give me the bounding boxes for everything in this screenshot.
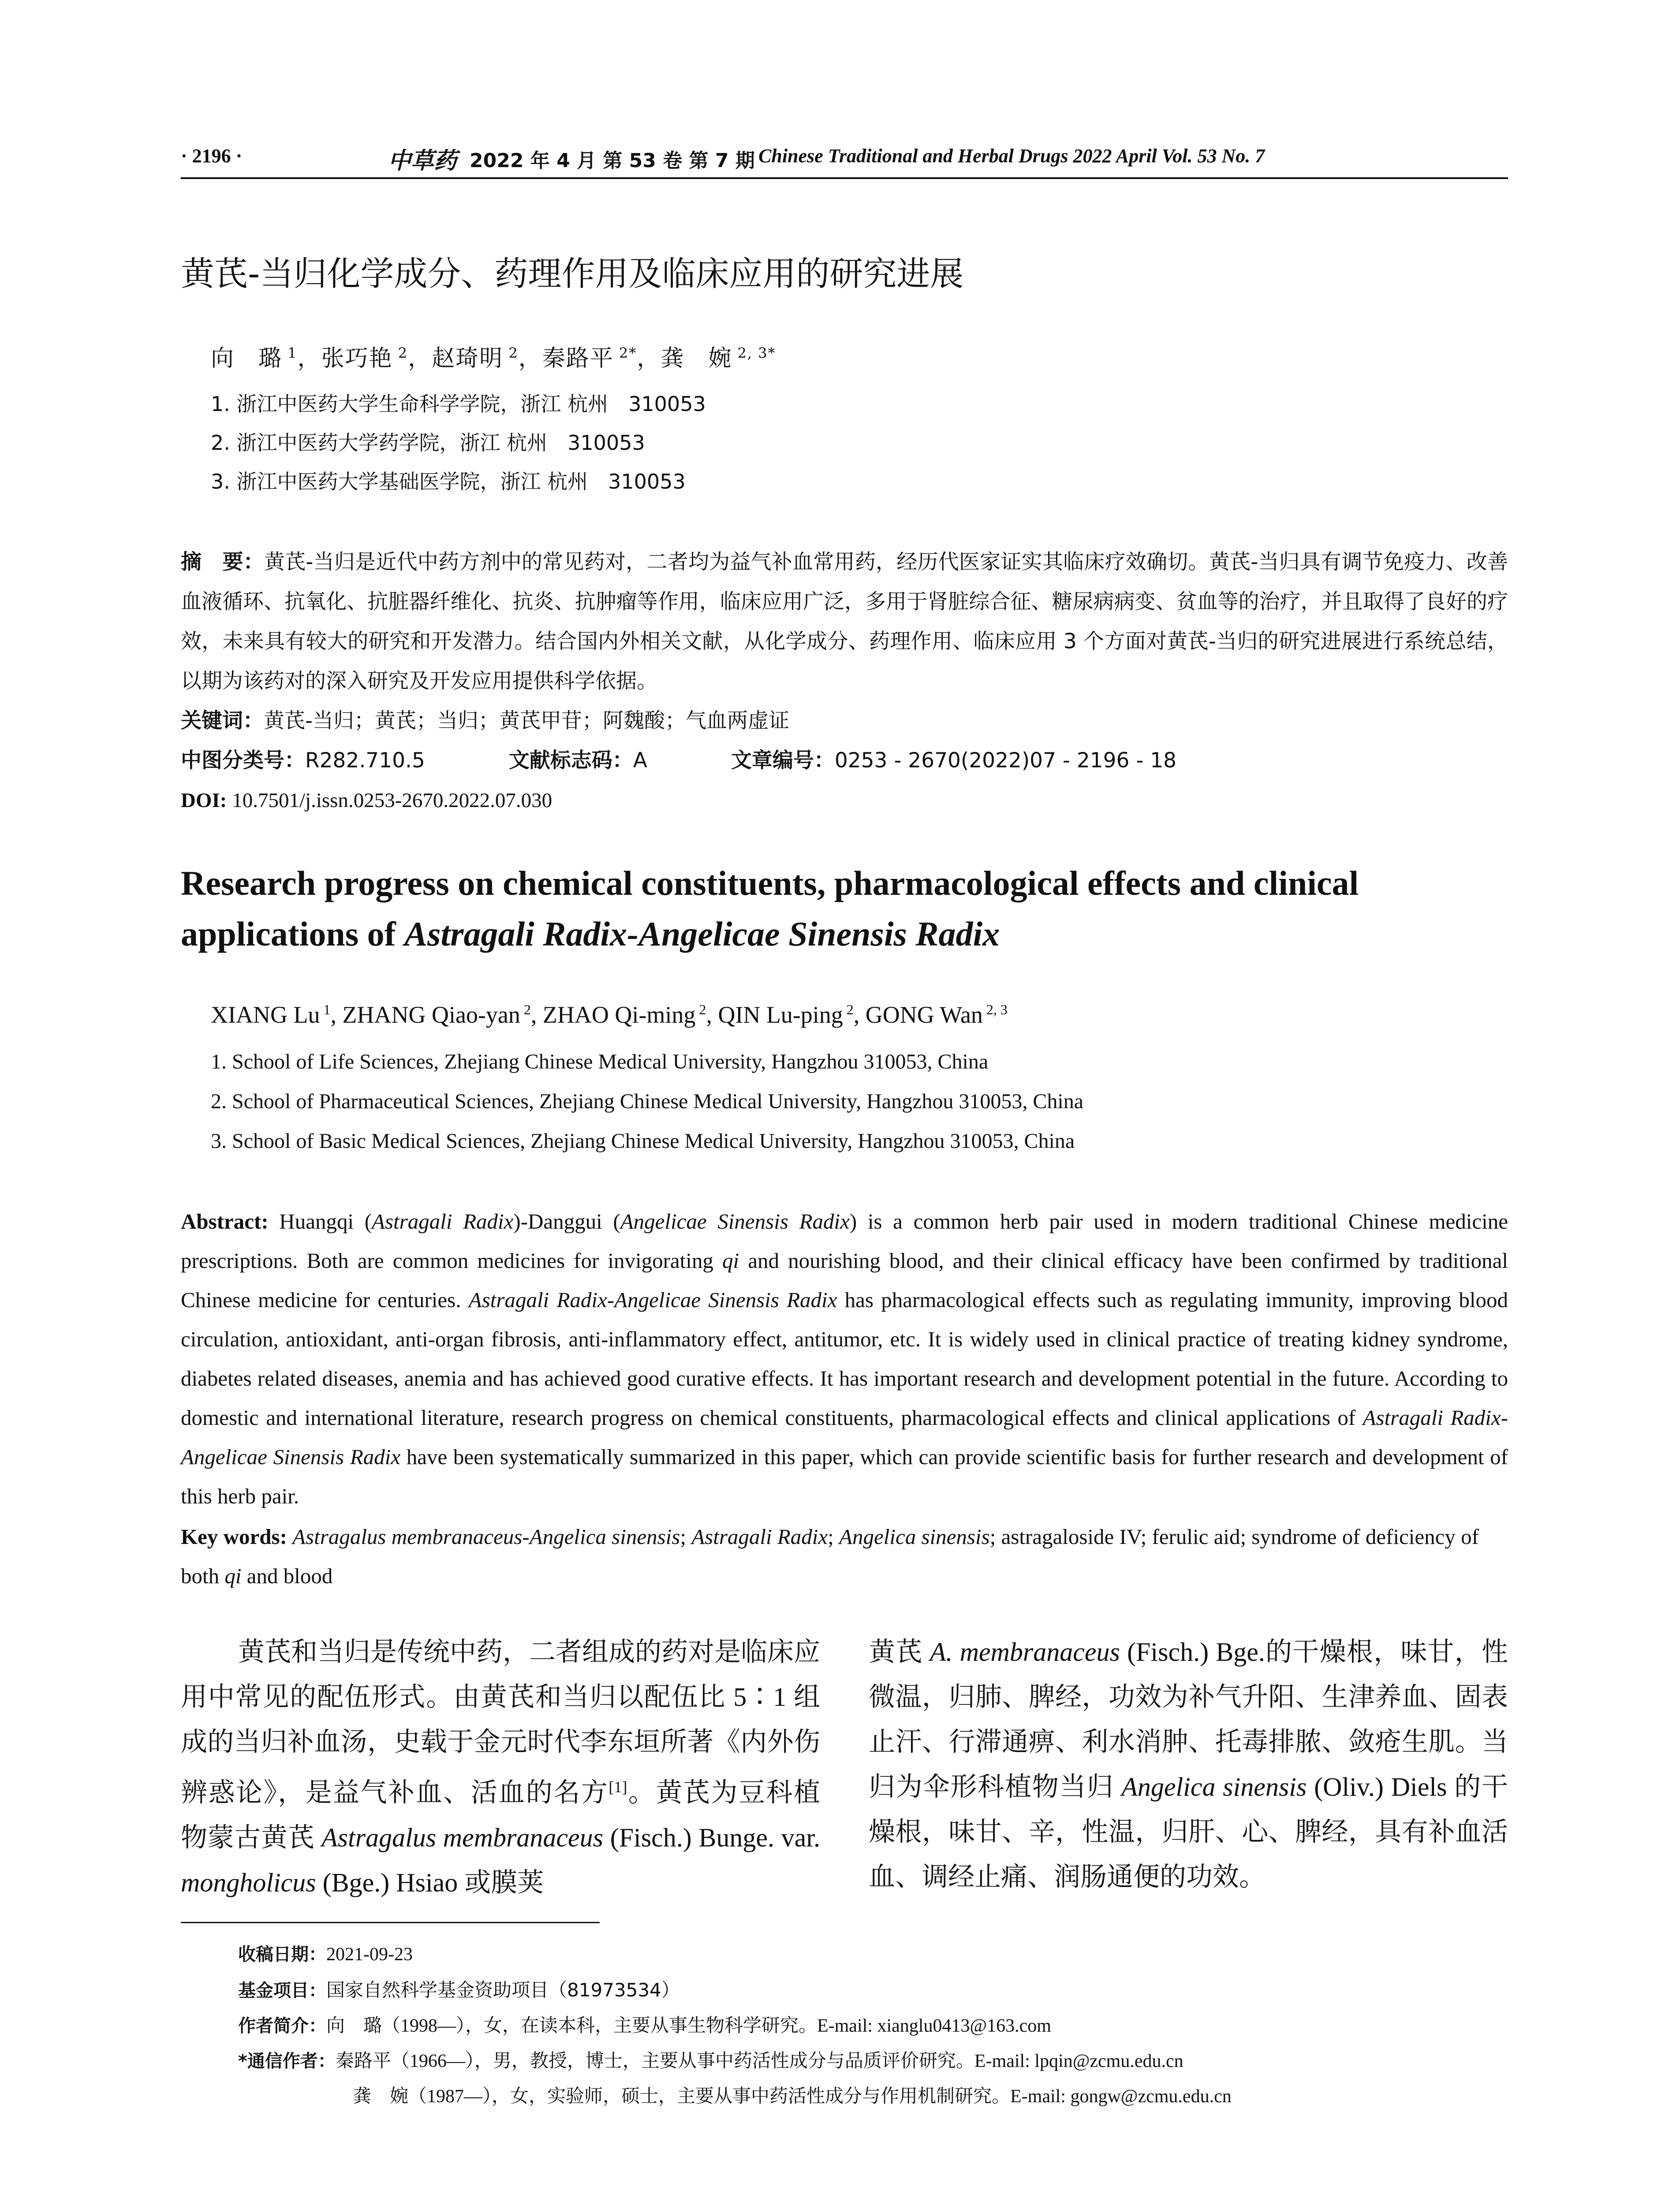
abstract-en-segment: Angelicae Sinensis Radix (620, 1209, 850, 1233)
abstract-en-segment: ) is a common herb pair used in modern traditional Chinese medicine prescriptions. Both are common medicines for invigorating (181, 1209, 1508, 1273)
author-cn-name: 龚 婉 (661, 345, 732, 372)
abstract-en-segment: qi (722, 1248, 739, 1273)
author-cn-affil-mark: 1 (282, 344, 298, 362)
abstract-en-segment: and nourishing blood, and their clinical efficacy have been confirmed by traditional Chinese medicine for centuries. (181, 1248, 1508, 1312)
body-left-segment: (Fisch.) Bunge. var. (603, 1823, 820, 1852)
keywords-en-text (181, 1525, 1479, 1588)
funding: 基金项目：国家自然科学基金资助项目（81973534） (238, 1979, 680, 2001)
journal-name-cn: 中草药 (388, 148, 457, 174)
doccode-label: 文献标志码： (508, 748, 633, 773)
keywords-en-segment: and blood (241, 1564, 333, 1588)
affiliation-en-3: 3. School of Basic Medical Sciences, Zhejiang Chinese Medical University, Hangzhou 310053, China (211, 1129, 1075, 1153)
abstract-en-segment: has pharmacological effects such as regulating immunity, improving blood circulation, antioxidant, anti-organ fibrosis, anti-inflammatory effect, antitumor, etc. It is widely used in clinical practice of treating kidney syndrome, diabetes related diseases, anemia and has achieved good curative effects. It has important research and development potential in the future. According to domestic and international literature, research progress on chemical constituents, pharmacological effects and clinical applications of (181, 1288, 1508, 1430)
issue-date-cn: 2022 年 4 月 第 53 卷 第 7 期 (470, 149, 755, 172)
body-column-right (869, 1629, 1508, 1899)
abstract-en-segment: Astragali Radix-Angelicae Sinensis Radix (468, 1288, 837, 1312)
body-column-left (181, 1629, 820, 1905)
author-cn-name: 张巧艳 (321, 345, 393, 372)
journal-name-en: Chinese Traditional and Herbal Drugs 2022 April Vol. 53 No. 7 (758, 145, 1265, 167)
affiliation-cn-3: 3. 浙江中医药大学基础医学院，浙江 杭州 310053 (211, 470, 686, 493)
affiliation-cn-1: 1. 浙江中医药大学生命科学学院，浙江 杭州 310053 (211, 392, 706, 416)
received-date: 收稿日期：2021-09-23 (238, 1944, 413, 1965)
body-right-segment: 黄芪 (869, 1637, 930, 1667)
author-cn-affil-mark: 2* (613, 344, 637, 362)
author-cn-name: 秦路平 (542, 345, 614, 372)
authors-en: XIANG Lu $^1$, ZHANG Qiao-yan $^2$, ZHAO Qi-ming $^2$, QIN Lu-ping $^2$, GONG Wan $^{2, 3}$ (211, 1002, 1008, 1028)
abstract-cn-text: 黄芪-当归是近代中药方剂中的常见药对，二者均为益气补血常用药，经历代医家证实其临床疗效确切。黄芪-当归具有调节免疫力、改善血液循环、抗氧化、抗脏器纤维化、抗炎、抗肿瘤等作用，临床应用广泛，多用于肾脏综合征、糖尿病病变、贫血等的治疗，并且取得了良好的疗效，未来具有较大的研究和开发潜力。结合国内外相关文献，从化学成分、药理作用、临床应用 3 个方面对黄芪-当归的研究进展进行系统总结，以期为该药对的深入研究及开发应用提供科学依据。 (181, 550, 1508, 693)
body-right-segment: A. membranaceus (930, 1637, 1120, 1667)
article-number-value: 0253 - 2670(2022)07 - 2196 - 18 (834, 748, 1177, 773)
keywords-en-segment: Astragalus membranaceus-Angelica sinensis (292, 1525, 680, 1549)
running-header (181, 142, 1508, 177)
corresponding-author-2: 龚 婉（1987—），女，实验师，硕士，主要从事中药活性成分与作用机制研究。E-mail: gongw@zcmu.edu.cn (353, 2086, 1232, 2107)
body-right-segment: (Fisch.) Bge.的干燥根，味甘，性微温，归肺、脾经，功效为补气升阳、生津养血、固表止汗、行滞通痹、利水消肿、托毒排脓、敛疮生肌。当归为伞形科植物当归 (869, 1637, 1508, 1801)
keywords-en-segment (287, 1525, 292, 1549)
header-divider (181, 177, 1508, 179)
article-number-label: 文章编号： (731, 748, 835, 773)
author-en-affil-mark: 1 (320, 1002, 331, 1017)
author-en-name: ZHAO Qi-ming (542, 1002, 696, 1028)
abstract-en (181, 1202, 1508, 1516)
author-en-affil-mark: 2 (520, 1002, 531, 1017)
doi-value: 10.7501/j.issn.0253-2670.2022.07.030 (232, 789, 553, 812)
affiliation-en-2: 2. School of Pharmaceutical Sciences, Zhejiang Chinese Medical University, Hangzhou 310053, China (211, 1090, 1084, 1113)
title-cn: 黄芪-当归化学成分、药理作用及临床应用的研究进展 (181, 254, 964, 293)
affiliation-cn-2: 2. 浙江中医药大学药学院，浙江 杭州 310053 (211, 431, 645, 455)
keywords-cn (181, 701, 1508, 741)
abstract-cn (181, 542, 1508, 701)
body-left-segment: 。黄芪为豆科植物蒙古黄芪 (181, 1778, 821, 1852)
body-right-segment: (Oliv.) Diels 的干燥根，味甘、辛，性温，归肝、心、脾经，具有补血活血、调经止痛、润肠通便的功效。 (869, 1772, 1508, 1891)
author-cn-name: 向 璐 (211, 345, 283, 372)
abstract-en-label: Abstract: (181, 1209, 269, 1233)
clc-label: 中图分类号： (181, 748, 305, 773)
keywords-en-segment: Astragali Radix (691, 1525, 828, 1549)
keywords-cn-text: 黄芪-当归；黄芪；当归；黄芪甲苷；阿魏酸；气血两虚证 (264, 709, 789, 733)
body-left-segment: 黄芪和当归是传统中药，二者组成的药对是临床应用中常见的配伍形式。由黄芪和当归以配伍比 5∶1 组成的当归补血汤，史载于金元时代李东垣所著《内外伤辨惑论》，是益气补血、活血的名方 (181, 1637, 820, 1807)
title-en-line2: applications of Astragali Radix-Angelicae Sinensis Radix (181, 915, 1000, 953)
author-cn-name: 赵琦明 (432, 345, 504, 372)
keywords-en-segment: ; astragaloside IV; ferulic aid; syndrome of deficiency of both (181, 1525, 1479, 1588)
doi-label: DOI: (181, 789, 227, 812)
abstract-cn-label: 摘 要： (181, 550, 264, 574)
keywords-en-segment: ; (828, 1525, 840, 1549)
author-cn-affil-mark: 2 (392, 344, 408, 362)
keywords-en-segment: ; (680, 1525, 692, 1549)
title-en (181, 858, 1508, 959)
title-en-line1: Research progress on chemical constituents, pharmacological effects and clinical (181, 864, 1359, 902)
author-en-name: GONG Wan (865, 1002, 983, 1028)
author-en-affil-mark: 2, 3 (982, 1002, 1008, 1017)
author-en-affil-mark: 2 (695, 1002, 706, 1017)
author-en-name: QIN Lu-ping (718, 1002, 843, 1028)
authors-cn: 向 璐 $^1$，张巧艳 $^2$，赵琦明 $^2$，秦路平 $^{2*}$，龚 婉 $^{2, 3*}$ (211, 344, 776, 372)
author-cn-affil-mark: 2 (503, 344, 519, 362)
title-en-species: Astragali Radix-Angelicae Sinensis Radix (404, 915, 1000, 953)
classification-line (181, 741, 1508, 781)
abstract-en-segment: Huangqi ( (268, 1209, 372, 1233)
abstract-en-segment: have been systematically summarized in this paper, which can provide scientific basis for further research and development of this herb pair. (181, 1445, 1508, 1508)
doccode-value: A (633, 748, 647, 773)
author-bio: 作者简介：向 璐（1998—），女，在读本科，主要从事生物科学研究。E-mail: xianglu0413@163.com (238, 2016, 1051, 2036)
body-left-segment: Astragalus membranaceus (321, 1823, 604, 1852)
abstract-en-segment: Astragali Radix (372, 1209, 514, 1233)
author-cn-affil-mark: 2, 3* (732, 344, 776, 362)
author-en-name: ZHANG Qiao-yan (342, 1002, 520, 1028)
keywords-en-segment: qi (224, 1564, 242, 1588)
abstract-en-segment: Astragali Radix-Angelicae Sinensis Radix (181, 1405, 1508, 1469)
abstract-en-text (181, 1209, 1508, 1508)
author-en-affil-mark: 2 (843, 1002, 854, 1017)
corresponding-author-1: *通信作者：秦路平（1966—），男，教授，博士，主要从事中药活性成分与品质评价研究。E-mail: lpqin@zcmu.edu.cn (238, 2051, 1183, 2071)
author-en-name: XIANG Lu (211, 1002, 320, 1028)
footnote-divider (181, 1922, 600, 1923)
keywords-en (181, 1517, 1508, 1596)
clc-value: R282.710.5 (305, 748, 425, 773)
body-right-segment: Angelica sinensis (1121, 1772, 1307, 1801)
keywords-en-label: Key words: (181, 1525, 287, 1549)
body-left-segment: [1] (609, 1778, 627, 1796)
abstract-en-segment: )-Danggui ( (513, 1209, 620, 1233)
keywords-cn-label: 关键词： (181, 709, 264, 733)
doi-line (181, 781, 1508, 820)
affiliation-en-1: 1. School of Life Sciences, Zhejiang Chinese Medical University, Hangzhou 310053, China (211, 1050, 989, 1073)
body-left-segment: (Bge.) Hsiao 或膜荚 (316, 1868, 544, 1897)
page-number: · 2196 · (181, 145, 243, 167)
keywords-en-segment: Angelica sinensis (839, 1525, 990, 1549)
body-left-segment: mongholicus (181, 1868, 316, 1897)
